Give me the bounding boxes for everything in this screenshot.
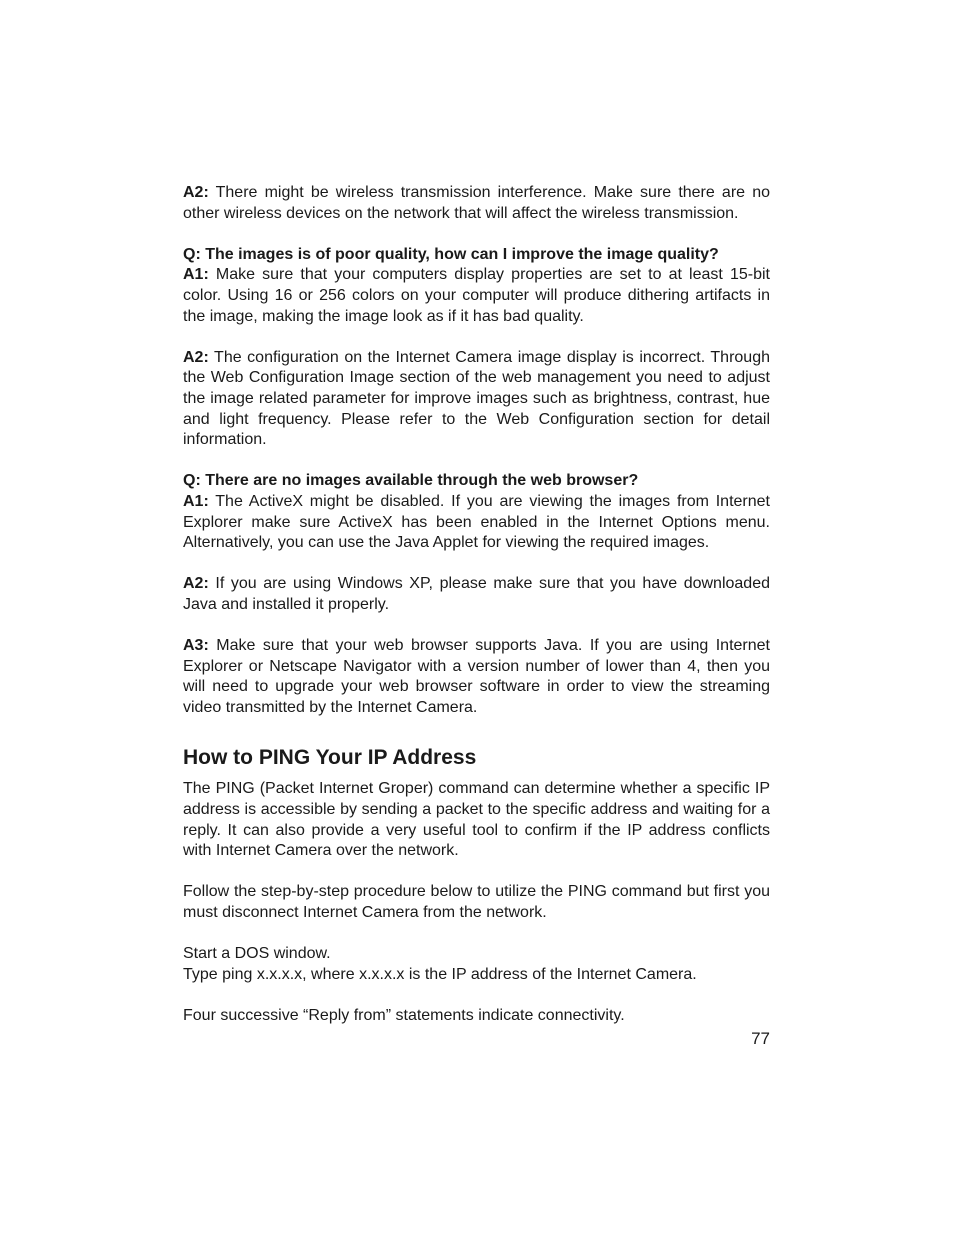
answer-label: A2: <box>183 184 209 201</box>
faq-answer <box>183 265 770 327</box>
answer-label: A1: <box>183 266 209 284</box>
ping-intro: The PING (Packet Internet Groper) command can determine whether a specific IP address is accessible by sending a packet to the specific address and waiting for a reply. It can also provide a very useful tool to confirm if the IP address conflicts with Internet Camera over the network. <box>183 780 770 860</box>
document-body <box>183 183 770 1027</box>
answer-text: The configuration on the Internet Camera image display is incorrect. Through the Web Configuration Image section of the web management you need to adjust the image related parameter for improve images such as brightness, contrast, hue and light frequency. Please refer to the Web Configuration section for detail information. <box>183 348 770 449</box>
faq-answer <box>183 348 770 451</box>
answer-text: If you are using Windows XP, please make sure that you have downloaded Java and installed it properly. <box>183 575 770 613</box>
faq-question: Q: The images is of poor quality, how can I improve the image quality? <box>183 245 719 263</box>
answer-label: A2: <box>183 348 209 366</box>
ping-result: Four successive “Reply from” statements indicate connectivity. <box>183 1006 625 1024</box>
answer-label: A3: <box>183 637 209 655</box>
answer-text: Make sure that your computers display properties are set to at least 15-bit color. Using 16 or 256 colors on your computer will produce dithering artifacts in the image, making the image look as if it has bad quality. <box>183 266 770 325</box>
answer-text: Make sure that your web browser supports Java. If you are using Internet Explorer or Netscape Navigator with a version number of lower than 4, then you will need to upgrade your web browser software in order to view the streaming video transmitted by the Internet Camera. <box>183 637 770 716</box>
answer-label: A2: <box>183 575 209 593</box>
answer-text: The ActiveX might be disabled. If you are viewing the images from Internet Explorer make sure ActiveX has been enabled in the Internet Options menu. Alternatively, you can use the Java Applet for viewing the required images. <box>183 492 770 552</box>
ping-step-1: Start a DOS window. <box>183 945 331 963</box>
answer-text: There might be wireless transmission interference. Make sure there are no other wireless devices on the network that will affect the wireless transmission. <box>183 184 770 222</box>
faq-answer <box>183 183 770 224</box>
faq-answer <box>183 636 770 718</box>
answer-label: A1: <box>183 492 209 510</box>
faq-answer <box>183 492 770 554</box>
ping-procedure: Follow the step-by-step procedure below to utilize the PING command but first you must disconnect Internet Camera from the network. <box>183 883 770 921</box>
section-heading: How to PING Your IP Address <box>183 746 477 770</box>
faq-question: Q: There are no images available through the web browser? <box>183 472 639 490</box>
ping-step-2: Type ping x.x.x.x, where x.x.x.x is the IP address of the Internet Camera. <box>183 965 697 983</box>
page-number: 77 <box>751 1029 770 1048</box>
faq-answer <box>183 574 770 615</box>
